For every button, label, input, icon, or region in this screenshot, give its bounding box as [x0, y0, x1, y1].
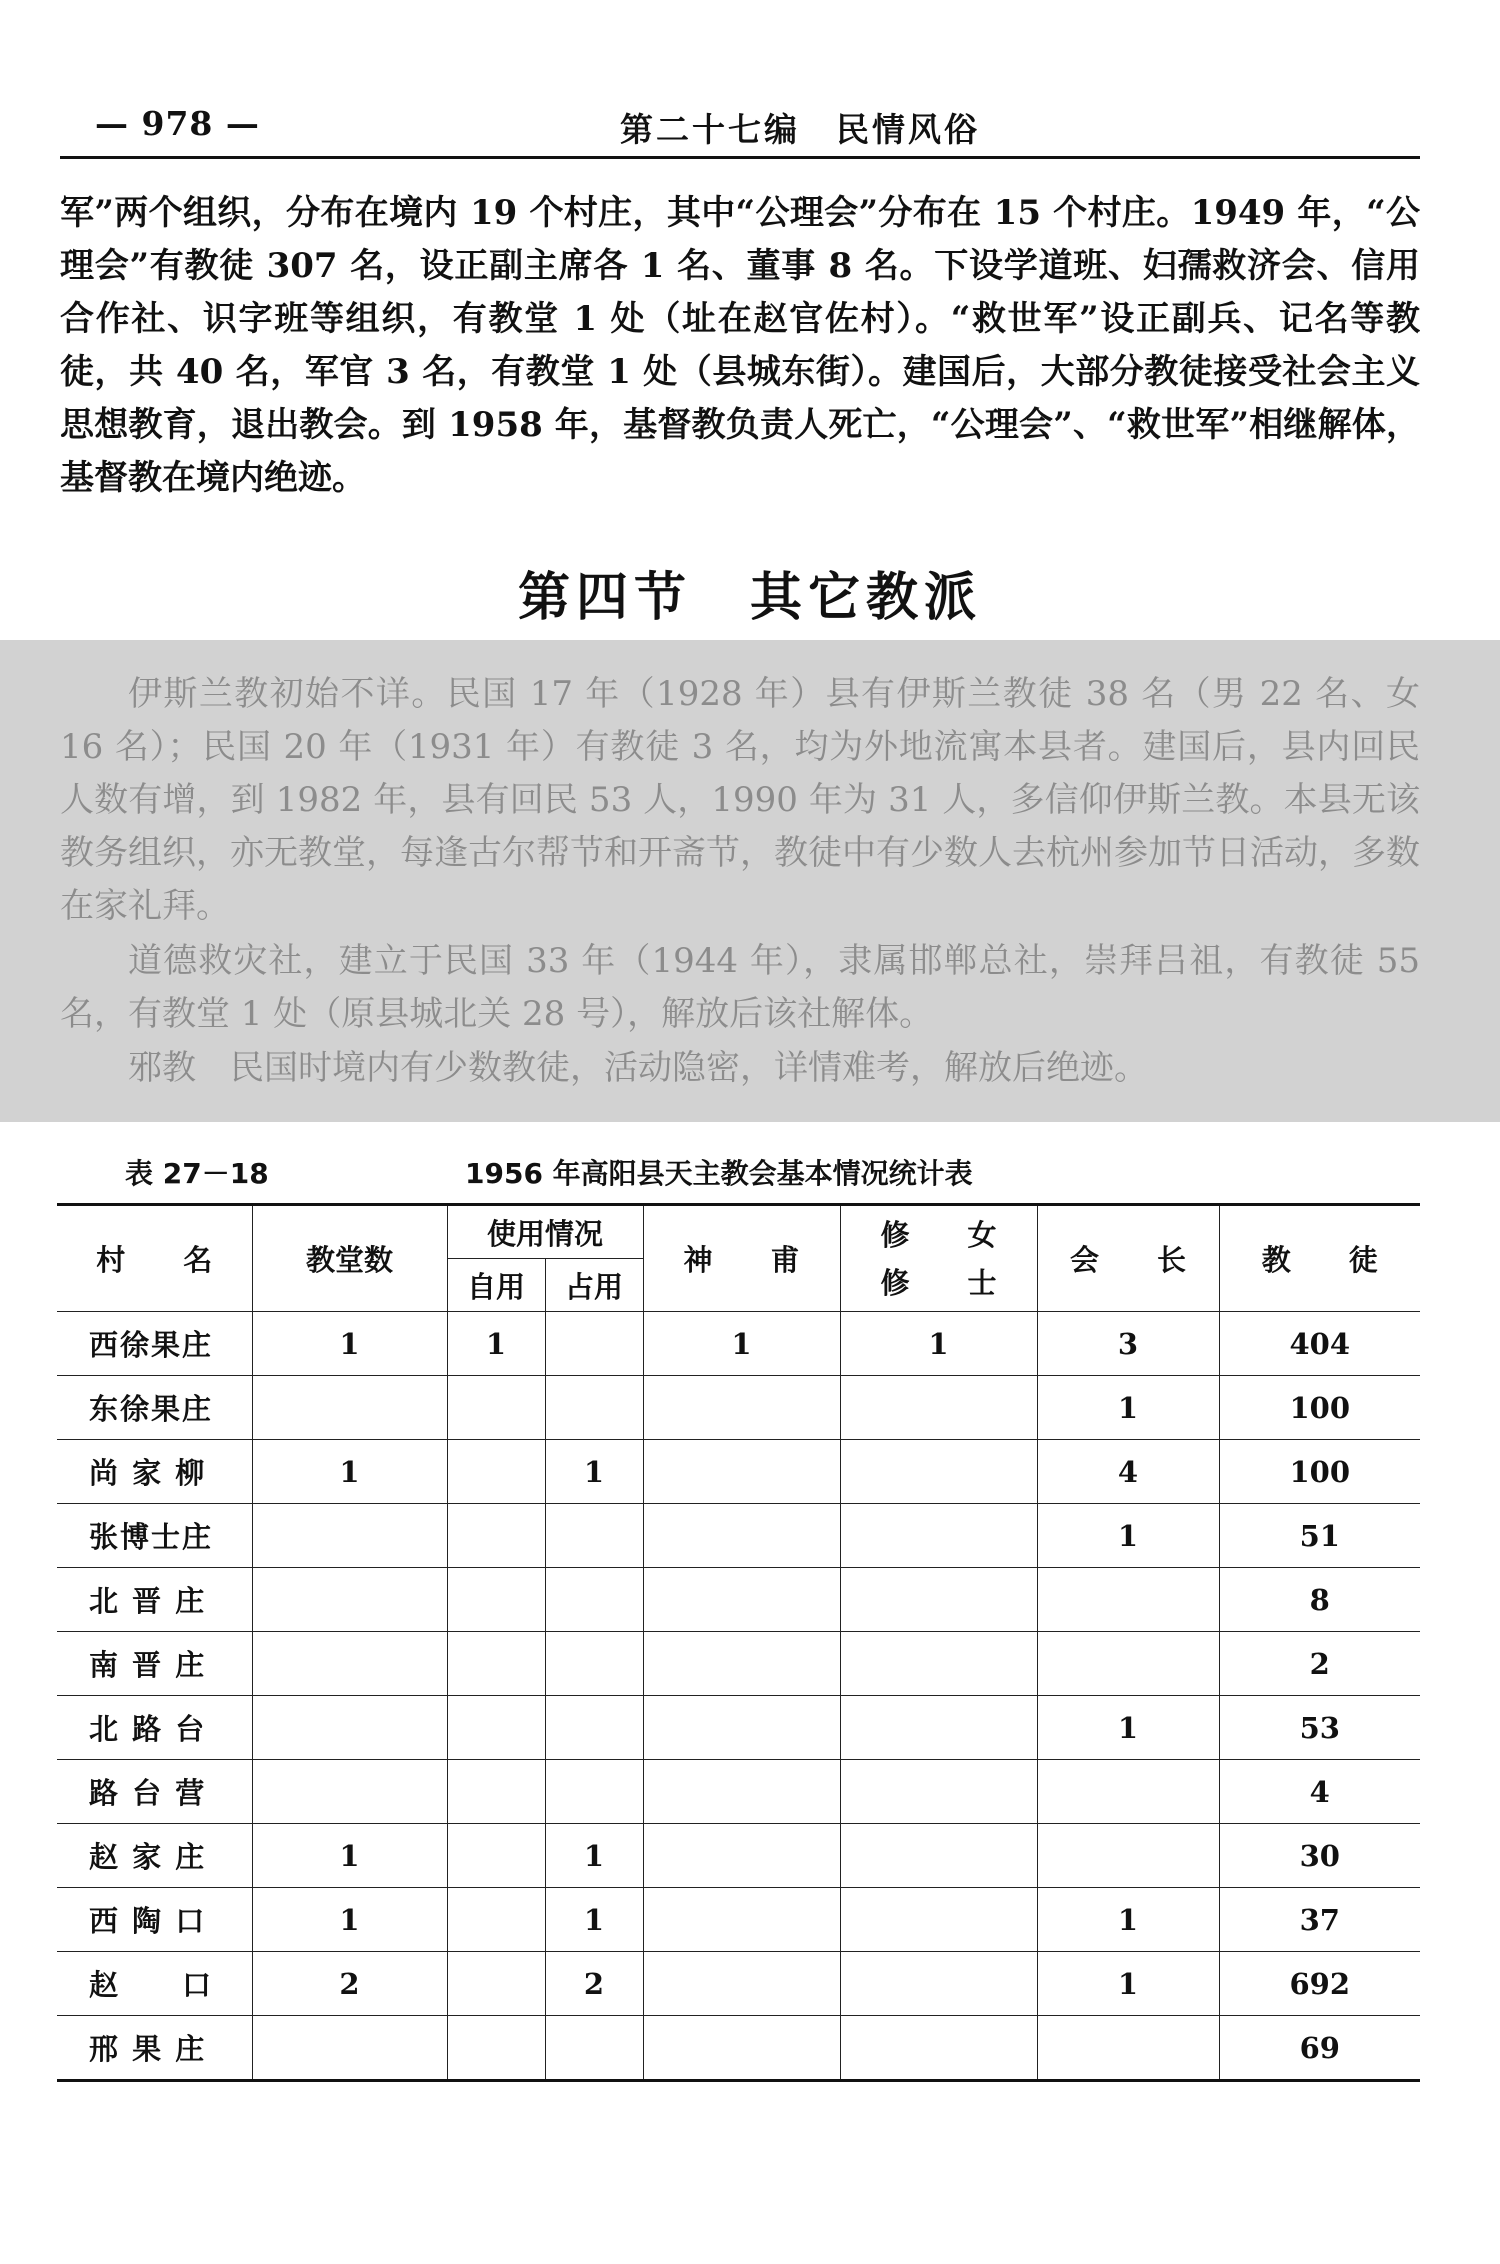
cell-self-use — [447, 1952, 545, 2016]
cell-nuns-monks — [840, 1504, 1037, 1568]
cell-priests — [643, 1440, 840, 1504]
table-title: 1956 年高阳县天主教会基本情况统计表 — [465, 1157, 973, 1190]
table-row — [57, 1824, 1420, 1888]
cell-priests — [643, 2016, 840, 2081]
section-title: 第四节 其它教派 — [517, 567, 982, 628]
cell-occupied — [545, 1760, 643, 1824]
cell-churches — [252, 1504, 447, 1568]
cell-churches — [252, 1376, 447, 1440]
paragraph-islam: 伊斯兰教初始不详。民国 17 年（1928 年）县有伊斯兰教徒 38 名（男 22 名、女 16 名）；民国 20 年（1931 年）有教徒 3 名，均为外地流寓本县者。建国后，县内回民人数有增，到 1982 年，县有回民 53 人，1990 年为 31 人，多信仰伊斯兰教。本县无该教务组织，亦无教堂，每逢古尔帮节和开斋节，教徒中有少数人去杭州参加节日活动，多数在家礼拜。 — [60, 674, 1420, 926]
cell-president — [1037, 1824, 1219, 1888]
cell-occupied: 1 — [545, 1824, 643, 1888]
cell-believers: 53 — [1219, 1696, 1420, 1760]
cell-self-use — [447, 1696, 545, 1760]
header-president: 会 长 — [1037, 1205, 1219, 1312]
cell-nuns-monks — [840, 2016, 1037, 2081]
cell-occupied — [545, 1376, 643, 1440]
header-churches: 教堂数 — [252, 1205, 447, 1312]
cell-nuns-monks — [840, 1760, 1037, 1824]
cell-believers: 404 — [1219, 1312, 1420, 1376]
cell-self-use — [447, 1888, 545, 1952]
cell-village: 东徐果庄 — [57, 1376, 252, 1440]
cell-self-use — [447, 1824, 545, 1888]
cell-self-use — [447, 1568, 545, 1632]
cell-believers: 4 — [1219, 1760, 1420, 1824]
header-believers: 教 徒 — [1219, 1205, 1420, 1312]
cell-believers: 2 — [1219, 1632, 1420, 1696]
cell-village: 张博士庄 — [57, 1504, 252, 1568]
cell-priests: 1 — [643, 1312, 840, 1376]
cell-president: 3 — [1037, 1312, 1219, 1376]
cell-churches: 1 — [252, 1312, 447, 1376]
cell-nuns-monks — [840, 1824, 1037, 1888]
cell-churches — [252, 1760, 447, 1824]
cell-occupied — [545, 2016, 643, 2081]
cell-village: 邢 果 庄 — [57, 2016, 252, 2081]
table-row — [57, 1696, 1420, 1760]
cell-village: 路 台 营 — [57, 1760, 252, 1824]
cell-believers: 8 — [1219, 1568, 1420, 1632]
cell-president: 1 — [1037, 1696, 1219, 1760]
cell-nuns-monks — [840, 1376, 1037, 1440]
cell-nuns-monks — [840, 1952, 1037, 2016]
cell-village: 北 晋 庄 — [57, 1568, 252, 1632]
cell-self-use — [447, 2016, 545, 2081]
cell-president: 1 — [1037, 1376, 1219, 1440]
cell-president: 4 — [1037, 1440, 1219, 1504]
cell-believers: 30 — [1219, 1824, 1420, 1888]
cell-believers: 100 — [1219, 1376, 1420, 1440]
cell-churches: 2 — [252, 1952, 447, 2016]
cell-occupied — [545, 1504, 643, 1568]
cell-occupied: 1 — [545, 1888, 643, 1952]
table-row — [57, 2016, 1420, 2081]
cell-village: 赵 口 — [57, 1952, 252, 2016]
cell-village: 尚 家 柳 — [57, 1440, 252, 1504]
cell-believers: 51 — [1219, 1504, 1420, 1568]
header-monks: 修 士 — [880, 1265, 997, 1300]
cell-churches: 1 — [252, 1440, 447, 1504]
cell-village: 南 晋 庄 — [57, 1632, 252, 1696]
cell-believers: 69 — [1219, 2016, 1420, 2081]
cell-churches — [252, 2016, 447, 2081]
cell-nuns-monks: 1 — [840, 1312, 1037, 1376]
cell-priests — [643, 1952, 840, 2016]
cell-priests — [643, 1824, 840, 1888]
cell-village: 北 路 台 — [57, 1696, 252, 1760]
header-self-use: 自用 — [447, 1259, 545, 1312]
cell-village: 西 陶 口 — [57, 1888, 252, 1952]
cell-self-use — [447, 1760, 545, 1824]
table-row — [57, 1952, 1420, 2016]
cell-occupied — [545, 1632, 643, 1696]
running-title: 第二十七编 民情风俗 — [620, 110, 980, 149]
cell-priests — [643, 1632, 840, 1696]
cell-nuns-monks — [840, 1568, 1037, 1632]
cell-village: 赵 家 庄 — [57, 1824, 252, 1888]
table-number: 表 27－18 — [125, 1157, 269, 1190]
header-nuns: 修 女 — [880, 1217, 997, 1252]
cell-churches: 1 — [252, 1888, 447, 1952]
cell-churches — [252, 1696, 447, 1760]
cell-president — [1037, 1632, 1219, 1696]
table-row — [57, 1888, 1420, 1952]
table-row — [57, 1312, 1420, 1376]
cell-self-use — [447, 1440, 545, 1504]
cell-village: 西徐果庄 — [57, 1312, 252, 1376]
header-village: 村 名 — [57, 1205, 252, 1312]
cell-self-use: 1 — [447, 1312, 545, 1376]
header-nuns-monks — [840, 1205, 1037, 1312]
header-rule — [60, 156, 1420, 159]
table-row — [57, 1568, 1420, 1632]
cell-president: 1 — [1037, 1504, 1219, 1568]
cell-occupied — [545, 1568, 643, 1632]
header-priests: 神 甫 — [643, 1205, 840, 1312]
cell-priests — [643, 1888, 840, 1952]
cell-priests — [643, 1696, 840, 1760]
cell-churches — [252, 1568, 447, 1632]
cell-churches — [252, 1632, 447, 1696]
table-row — [57, 1440, 1420, 1504]
cell-occupied — [545, 1312, 643, 1376]
header-usage: 使用情况 — [447, 1205, 643, 1259]
running-header — [60, 98, 1420, 158]
cell-priests — [643, 1376, 840, 1440]
paragraph-cults: 邪教 民国时境内有少数教徒，活动隐密，详情难考，解放后绝迹。 — [128, 1048, 1148, 1088]
cell-believers: 692 — [1219, 1952, 1420, 2016]
cell-self-use — [447, 1504, 545, 1568]
cell-priests — [643, 1760, 840, 1824]
cell-self-use — [447, 1632, 545, 1696]
cell-president — [1037, 2016, 1219, 2081]
cell-nuns-monks — [840, 1632, 1037, 1696]
paragraph-christianity-continued: 军”两个组织，分布在境内 19 个村庄，其中“公理会”分布在 15 个村庄。1949 年，“公理会”有教徒 307 名，设正副主席各 1 名、董事 8 名。下设学道班、妇孺救济会、信用合作社、识字班等组织，有教堂 1 处（址在赵官佐村）。“救世军”设正副兵、记名等教徒，共 40 名，军官 3 名，有教堂 1 处（县城东街）。建国后，大部分教徒接受社会主义思想教育，退出教会。到 1958 年，基督教负责人死亡，“公理会”、“救世军”相继解体，基督教在境内绝迹。 — [60, 193, 1420, 498]
cell-president — [1037, 1760, 1219, 1824]
catholic-statistics-table — [57, 1203, 1420, 2082]
cell-president — [1037, 1568, 1219, 1632]
page-number: — 978 — — [95, 104, 260, 143]
cell-believers: 37 — [1219, 1888, 1420, 1952]
cell-nuns-monks — [840, 1888, 1037, 1952]
paragraph-daode-society: 道德救灾社，建立于民国 33 年（1944 年），隶属邯郸总社，崇拜吕祖，有教徒 55 名，有教堂 1 处（原县城北关 28 号），解放后该社解体。 — [60, 941, 1420, 1034]
cell-occupied — [545, 1696, 643, 1760]
header-occupied: 占用 — [545, 1259, 643, 1312]
cell-occupied: 1 — [545, 1440, 643, 1504]
cell-priests — [643, 1568, 840, 1632]
table-row — [57, 1632, 1420, 1696]
table-row — [57, 1760, 1420, 1824]
table-caption — [60, 1150, 1420, 1190]
cell-president: 1 — [1037, 1952, 1219, 2016]
table-row — [57, 1376, 1420, 1440]
table-row — [57, 1504, 1420, 1568]
cell-believers: 100 — [1219, 1440, 1420, 1504]
cell-occupied: 2 — [545, 1952, 643, 2016]
cell-nuns-monks — [840, 1696, 1037, 1760]
cell-priests — [643, 1504, 840, 1568]
cell-nuns-monks — [840, 1440, 1037, 1504]
cell-self-use — [447, 1376, 545, 1440]
cell-president: 1 — [1037, 1888, 1219, 1952]
cell-churches: 1 — [252, 1824, 447, 1888]
